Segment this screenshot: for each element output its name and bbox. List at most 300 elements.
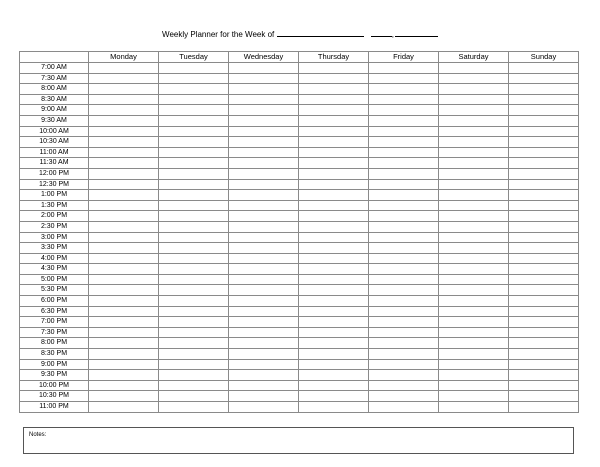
slot-cell-friday[interactable] — [369, 274, 439, 285]
time-row — [20, 73, 579, 84]
slot-cell-thursday[interactable] — [299, 380, 369, 391]
time-label: 9:00 PM — [20, 359, 89, 370]
title-separator: , — [391, 30, 394, 39]
slot-cell-wednesday[interactable] — [229, 274, 299, 285]
slot-cell-monday[interactable] — [89, 264, 159, 275]
slot-cell-monday[interactable] — [89, 147, 159, 158]
time-row — [20, 179, 579, 190]
slot-cell-monday[interactable] — [89, 221, 159, 232]
slot-cell-saturday[interactable] — [439, 253, 509, 264]
slot-cell-wednesday[interactable] — [229, 105, 299, 116]
time-label: 8:00 AM — [20, 84, 89, 95]
slot-cell-saturday[interactable] — [439, 115, 509, 126]
time-label: 11:30 AM — [20, 158, 89, 169]
slot-cell-wednesday[interactable] — [229, 63, 299, 74]
time-label: 8:30 AM — [20, 94, 89, 105]
time-row — [20, 158, 579, 169]
slot-cell-saturday[interactable] — [439, 359, 509, 370]
day-header-wednesday: Wednesday — [229, 52, 299, 63]
slot-cell-saturday[interactable] — [439, 158, 509, 169]
slot-cell-sunday[interactable] — [509, 253, 579, 264]
slot-cell-wednesday[interactable] — [229, 137, 299, 148]
slot-cell-monday[interactable] — [89, 158, 159, 169]
slot-cell-saturday[interactable] — [439, 73, 509, 84]
slot-cell-monday[interactable] — [89, 63, 159, 74]
slot-cell-wednesday[interactable] — [229, 190, 299, 201]
slot-cell-tuesday[interactable] — [159, 84, 229, 95]
slot-cell-wednesday[interactable] — [229, 264, 299, 275]
slot-cell-thursday[interactable] — [299, 232, 369, 243]
time-row — [20, 147, 579, 158]
slot-cell-tuesday[interactable] — [159, 327, 229, 338]
slot-cell-tuesday[interactable] — [159, 306, 229, 317]
slot-cell-sunday[interactable] — [509, 264, 579, 275]
slot-cell-thursday[interactable] — [299, 370, 369, 381]
slot-cell-friday[interactable] — [369, 370, 439, 381]
slot-cell-saturday[interactable] — [439, 274, 509, 285]
slot-cell-sunday[interactable] — [509, 73, 579, 84]
slot-cell-friday[interactable] — [369, 73, 439, 84]
slot-cell-saturday[interactable] — [439, 221, 509, 232]
slot-cell-monday[interactable] — [89, 253, 159, 264]
slot-cell-monday[interactable] — [89, 296, 159, 307]
slot-cell-sunday[interactable] — [509, 158, 579, 169]
slot-cell-tuesday[interactable] — [159, 94, 229, 105]
slot-cell-sunday[interactable] — [509, 147, 579, 158]
slot-cell-thursday[interactable] — [299, 391, 369, 402]
day-header-monday: Monday — [89, 52, 159, 63]
slot-cell-thursday[interactable] — [299, 253, 369, 264]
slot-cell-monday[interactable] — [89, 126, 159, 137]
slot-cell-sunday[interactable] — [509, 63, 579, 74]
slot-cell-sunday[interactable] — [509, 84, 579, 95]
slot-cell-friday[interactable] — [369, 232, 439, 243]
week-date-blank[interactable] — [277, 28, 364, 37]
slot-cell-sunday[interactable] — [509, 274, 579, 285]
slot-cell-tuesday[interactable] — [159, 338, 229, 349]
slot-cell-thursday[interactable] — [299, 349, 369, 360]
time-label: 2:30 PM — [20, 221, 89, 232]
slot-cell-tuesday[interactable] — [159, 402, 229, 413]
slot-cell-thursday[interactable] — [299, 84, 369, 95]
slot-cell-sunday[interactable] — [509, 285, 579, 296]
slot-cell-sunday[interactable] — [509, 105, 579, 116]
slot-cell-friday[interactable] — [369, 158, 439, 169]
slot-cell-sunday[interactable] — [509, 190, 579, 201]
slot-cell-saturday[interactable] — [439, 402, 509, 413]
slot-cell-thursday[interactable] — [299, 126, 369, 137]
slot-cell-wednesday[interactable] — [229, 158, 299, 169]
time-label: 11:00 AM — [20, 147, 89, 158]
slot-cell-friday[interactable] — [369, 380, 439, 391]
slot-cell-tuesday[interactable] — [159, 158, 229, 169]
slot-cell-saturday[interactable] — [439, 94, 509, 105]
slot-cell-monday[interactable] — [89, 338, 159, 349]
time-label: 9:30 PM — [20, 370, 89, 381]
slot-cell-sunday[interactable] — [509, 391, 579, 402]
slot-cell-tuesday[interactable] — [159, 370, 229, 381]
slot-cell-friday[interactable] — [369, 243, 439, 254]
slot-cell-tuesday[interactable] — [159, 349, 229, 360]
slot-cell-friday[interactable] — [369, 190, 439, 201]
slot-cell-friday[interactable] — [369, 338, 439, 349]
slot-cell-wednesday[interactable] — [229, 232, 299, 243]
slot-cell-friday[interactable] — [369, 179, 439, 190]
slot-cell-sunday[interactable] — [509, 370, 579, 381]
slot-cell-saturday[interactable] — [439, 168, 509, 179]
slot-cell-thursday[interactable] — [299, 115, 369, 126]
time-row — [20, 84, 579, 95]
slot-cell-thursday[interactable] — [299, 243, 369, 254]
slot-cell-monday[interactable] — [89, 285, 159, 296]
slot-cell-saturday[interactable] — [439, 84, 509, 95]
slot-cell-sunday[interactable] — [509, 296, 579, 307]
slot-cell-sunday[interactable] — [509, 115, 579, 126]
time-row — [20, 105, 579, 116]
slot-cell-wednesday[interactable] — [229, 221, 299, 232]
slot-cell-wednesday[interactable] — [229, 391, 299, 402]
slot-cell-thursday[interactable] — [299, 221, 369, 232]
time-row — [20, 370, 579, 381]
day-header-sunday: Sunday — [509, 52, 579, 63]
slot-cell-monday[interactable] — [89, 232, 159, 243]
slot-cell-monday[interactable] — [89, 317, 159, 328]
slot-cell-thursday[interactable] — [299, 158, 369, 169]
slot-cell-tuesday[interactable] — [159, 380, 229, 391]
slot-cell-saturday[interactable] — [439, 126, 509, 137]
slot-cell-thursday[interactable] — [299, 296, 369, 307]
week-day-blank[interactable] — [371, 28, 392, 37]
slot-cell-wednesday[interactable] — [229, 179, 299, 190]
slot-cell-friday[interactable] — [369, 253, 439, 264]
slot-cell-saturday[interactable] — [439, 317, 509, 328]
slot-cell-monday[interactable] — [89, 349, 159, 360]
slot-cell-tuesday[interactable] — [159, 179, 229, 190]
slot-cell-tuesday[interactable] — [159, 221, 229, 232]
time-label: 12:30 PM — [20, 179, 89, 190]
slot-cell-friday[interactable] — [369, 306, 439, 317]
slot-cell-tuesday[interactable] — [159, 243, 229, 254]
time-row — [20, 94, 579, 105]
slot-cell-sunday[interactable] — [509, 168, 579, 179]
slot-cell-monday[interactable] — [89, 380, 159, 391]
slot-cell-wednesday[interactable] — [229, 94, 299, 105]
slot-cell-thursday[interactable] — [299, 190, 369, 201]
slot-cell-tuesday[interactable] — [159, 296, 229, 307]
slot-cell-wednesday[interactable] — [229, 285, 299, 296]
time-row — [20, 274, 579, 285]
slot-cell-sunday[interactable] — [509, 137, 579, 148]
slot-cell-saturday[interactable] — [439, 105, 509, 116]
slot-cell-friday[interactable] — [369, 63, 439, 74]
time-label: 11:00 PM — [20, 402, 89, 413]
time-label: 8:00 PM — [20, 338, 89, 349]
time-label: 12:00 PM — [20, 168, 89, 179]
time-row — [20, 296, 579, 307]
time-row — [20, 200, 579, 211]
slot-cell-friday[interactable] — [369, 94, 439, 105]
time-row — [20, 306, 579, 317]
slot-cell-saturday[interactable] — [439, 137, 509, 148]
time-label: 1:30 PM — [20, 200, 89, 211]
slot-cell-monday[interactable] — [89, 274, 159, 285]
slot-cell-saturday[interactable] — [439, 306, 509, 317]
slot-cell-tuesday[interactable] — [159, 168, 229, 179]
slot-cell-thursday[interactable] — [299, 168, 369, 179]
slot-cell-wednesday[interactable] — [229, 349, 299, 360]
slot-cell-saturday[interactable] — [439, 327, 509, 338]
time-row — [20, 349, 579, 360]
slot-cell-friday[interactable] — [369, 211, 439, 222]
time-label: 7:00 AM — [20, 63, 89, 74]
slot-cell-friday[interactable] — [369, 359, 439, 370]
slot-cell-friday[interactable] — [369, 327, 439, 338]
slot-cell-thursday[interactable] — [299, 137, 369, 148]
header-row — [20, 52, 579, 63]
week-year-blank[interactable] — [395, 28, 438, 37]
slot-cell-friday[interactable] — [369, 105, 439, 116]
time-row — [20, 264, 579, 275]
time-label: 9:00 AM — [20, 105, 89, 116]
slot-cell-wednesday[interactable] — [229, 317, 299, 328]
slot-cell-wednesday[interactable] — [229, 306, 299, 317]
slot-cell-tuesday[interactable] — [159, 147, 229, 158]
slot-cell-monday[interactable] — [89, 200, 159, 211]
time-row — [20, 253, 579, 264]
slot-cell-tuesday[interactable] — [159, 126, 229, 137]
slot-cell-monday[interactable] — [89, 179, 159, 190]
slot-cell-sunday[interactable] — [509, 327, 579, 338]
slot-cell-saturday[interactable] — [439, 380, 509, 391]
time-row — [20, 338, 579, 349]
slot-cell-wednesday[interactable] — [229, 338, 299, 349]
slot-cell-thursday[interactable] — [299, 73, 369, 84]
slot-cell-sunday[interactable] — [509, 243, 579, 254]
time-label: 7:30 AM — [20, 73, 89, 84]
slot-cell-tuesday[interactable] — [159, 253, 229, 264]
slot-cell-saturday[interactable] — [439, 243, 509, 254]
slot-cell-thursday[interactable] — [299, 359, 369, 370]
time-row — [20, 126, 579, 137]
slot-cell-sunday[interactable] — [509, 380, 579, 391]
slot-cell-friday[interactable] — [369, 296, 439, 307]
slot-cell-thursday[interactable] — [299, 338, 369, 349]
time-label: 2:00 PM — [20, 211, 89, 222]
slot-cell-sunday[interactable] — [509, 221, 579, 232]
slot-cell-sunday[interactable] — [509, 211, 579, 222]
slot-cell-saturday[interactable] — [439, 285, 509, 296]
slot-cell-thursday[interactable] — [299, 274, 369, 285]
slot-cell-thursday[interactable] — [299, 317, 369, 328]
time-label: 10:00 AM — [20, 126, 89, 137]
time-label: 6:30 PM — [20, 306, 89, 317]
time-row — [20, 243, 579, 254]
slot-cell-saturday[interactable] — [439, 338, 509, 349]
slot-cell-sunday[interactable] — [509, 349, 579, 360]
slot-cell-thursday[interactable] — [299, 327, 369, 338]
slot-cell-wednesday[interactable] — [229, 84, 299, 95]
slot-cell-tuesday[interactable] — [159, 190, 229, 201]
slot-cell-wednesday[interactable] — [229, 243, 299, 254]
slot-cell-tuesday[interactable] — [159, 115, 229, 126]
slot-cell-wednesday[interactable] — [229, 73, 299, 84]
slot-cell-thursday[interactable] — [299, 105, 369, 116]
slot-cell-sunday[interactable] — [509, 94, 579, 105]
slot-cell-tuesday[interactable] — [159, 200, 229, 211]
slot-cell-friday[interactable] — [369, 285, 439, 296]
slot-cell-sunday[interactable] — [509, 317, 579, 328]
slot-cell-saturday[interactable] — [439, 211, 509, 222]
slot-cell-saturday[interactable] — [439, 200, 509, 211]
slot-cell-monday[interactable] — [89, 94, 159, 105]
day-header-thursday: Thursday — [299, 52, 369, 63]
planner-grid — [19, 51, 579, 413]
slot-cell-monday[interactable] — [89, 402, 159, 413]
slot-cell-friday[interactable] — [369, 137, 439, 148]
time-row — [20, 211, 579, 222]
slot-cell-friday[interactable] — [369, 84, 439, 95]
time-label: 7:00 PM — [20, 317, 89, 328]
slot-cell-monday[interactable] — [89, 370, 159, 381]
slot-cell-saturday[interactable] — [439, 179, 509, 190]
time-label: 1:00 PM — [20, 190, 89, 201]
slot-cell-wednesday[interactable] — [229, 327, 299, 338]
time-row — [20, 137, 579, 148]
slot-cell-monday[interactable] — [89, 168, 159, 179]
slot-cell-monday[interactable] — [89, 243, 159, 254]
slot-cell-saturday[interactable] — [439, 370, 509, 381]
slot-cell-wednesday[interactable] — [229, 296, 299, 307]
slot-cell-tuesday[interactable] — [159, 105, 229, 116]
notes-label: Notes: — [29, 432, 47, 438]
slot-cell-friday[interactable] — [369, 402, 439, 413]
slot-cell-friday[interactable] — [369, 200, 439, 211]
slot-cell-thursday[interactable] — [299, 63, 369, 74]
notes-box[interactable] — [23, 427, 574, 454]
slot-cell-tuesday[interactable] — [159, 264, 229, 275]
slot-cell-monday[interactable] — [89, 327, 159, 338]
slot-cell-sunday[interactable] — [509, 179, 579, 190]
slot-cell-thursday[interactable] — [299, 264, 369, 275]
slot-cell-thursday[interactable] — [299, 200, 369, 211]
slot-cell-monday[interactable] — [89, 306, 159, 317]
slot-cell-tuesday[interactable] — [159, 211, 229, 222]
time-row — [20, 285, 579, 296]
time-row — [20, 221, 579, 232]
slot-cell-monday[interactable] — [89, 115, 159, 126]
day-header-saturday: Saturday — [439, 52, 509, 63]
slot-cell-thursday[interactable] — [299, 306, 369, 317]
slot-cell-saturday[interactable] — [439, 296, 509, 307]
time-label: 3:00 PM — [20, 232, 89, 243]
slot-cell-thursday[interactable] — [299, 285, 369, 296]
day-header-friday: Friday — [369, 52, 439, 63]
slot-cell-sunday[interactable] — [509, 338, 579, 349]
slot-cell-saturday[interactable] — [439, 190, 509, 201]
slot-cell-tuesday[interactable] — [159, 391, 229, 402]
slot-cell-tuesday[interactable] — [159, 317, 229, 328]
time-label: 8:30 PM — [20, 349, 89, 360]
time-label: 4:30 PM — [20, 264, 89, 275]
slot-cell-tuesday[interactable] — [159, 274, 229, 285]
slot-cell-saturday[interactable] — [439, 264, 509, 275]
time-row — [20, 168, 579, 179]
time-label: 6:00 PM — [20, 296, 89, 307]
slot-cell-saturday[interactable] — [439, 63, 509, 74]
slot-cell-friday[interactable] — [369, 349, 439, 360]
slot-cell-monday[interactable] — [89, 359, 159, 370]
slot-cell-thursday[interactable] — [299, 147, 369, 158]
slot-cell-friday[interactable] — [369, 147, 439, 158]
slot-cell-monday[interactable] — [89, 190, 159, 201]
slot-cell-saturday[interactable] — [439, 147, 509, 158]
slot-cell-sunday[interactable] — [509, 402, 579, 413]
slot-cell-thursday[interactable] — [299, 402, 369, 413]
slot-cell-thursday[interactable] — [299, 179, 369, 190]
slot-cell-thursday[interactable] — [299, 94, 369, 105]
time-label: 9:30 AM — [20, 115, 89, 126]
slot-cell-monday[interactable] — [89, 391, 159, 402]
slot-cell-tuesday[interactable] — [159, 137, 229, 148]
slot-cell-tuesday[interactable] — [159, 285, 229, 296]
time-label: 7:30 PM — [20, 327, 89, 338]
slot-cell-wednesday[interactable] — [229, 200, 299, 211]
slot-cell-wednesday[interactable] — [229, 380, 299, 391]
slot-cell-wednesday[interactable] — [229, 253, 299, 264]
slot-cell-friday[interactable] — [369, 168, 439, 179]
slot-cell-wednesday[interactable] — [229, 147, 299, 158]
slot-cell-tuesday[interactable] — [159, 63, 229, 74]
time-row — [20, 115, 579, 126]
slot-cell-sunday[interactable] — [509, 126, 579, 137]
slot-cell-friday[interactable] — [369, 391, 439, 402]
slot-cell-friday[interactable] — [369, 264, 439, 275]
time-label: 10:00 PM — [20, 380, 89, 391]
slot-cell-saturday[interactable] — [439, 349, 509, 360]
slot-cell-friday[interactable] — [369, 126, 439, 137]
slot-cell-monday[interactable] — [89, 84, 159, 95]
slot-cell-sunday[interactable] — [509, 232, 579, 243]
slot-cell-sunday[interactable] — [509, 359, 579, 370]
planner-title — [0, 28, 600, 40]
slot-cell-friday[interactable] — [369, 221, 439, 232]
slot-cell-wednesday[interactable] — [229, 115, 299, 126]
slot-cell-wednesday[interactable] — [229, 359, 299, 370]
slot-cell-friday[interactable] — [369, 317, 439, 328]
slot-cell-sunday[interactable] — [509, 200, 579, 211]
slot-cell-sunday[interactable] — [509, 306, 579, 317]
slot-cell-tuesday[interactable] — [159, 359, 229, 370]
slot-cell-friday[interactable] — [369, 115, 439, 126]
slot-cell-monday[interactable] — [89, 73, 159, 84]
slot-cell-wednesday[interactable] — [229, 211, 299, 222]
slot-cell-wednesday[interactable] — [229, 168, 299, 179]
slot-cell-wednesday[interactable] — [229, 126, 299, 137]
slot-cell-thursday[interactable] — [299, 211, 369, 222]
slot-cell-saturday[interactable] — [439, 232, 509, 243]
time-row — [20, 391, 579, 402]
slot-cell-wednesday[interactable] — [229, 402, 299, 413]
slot-cell-monday[interactable] — [89, 211, 159, 222]
slot-cell-wednesday[interactable] — [229, 370, 299, 381]
time-row — [20, 380, 579, 391]
slot-cell-monday[interactable] — [89, 137, 159, 148]
slot-cell-tuesday[interactable] — [159, 73, 229, 84]
slot-cell-monday[interactable] — [89, 105, 159, 116]
slot-cell-saturday[interactable] — [439, 391, 509, 402]
slot-cell-tuesday[interactable] — [159, 232, 229, 243]
time-row — [20, 190, 579, 201]
